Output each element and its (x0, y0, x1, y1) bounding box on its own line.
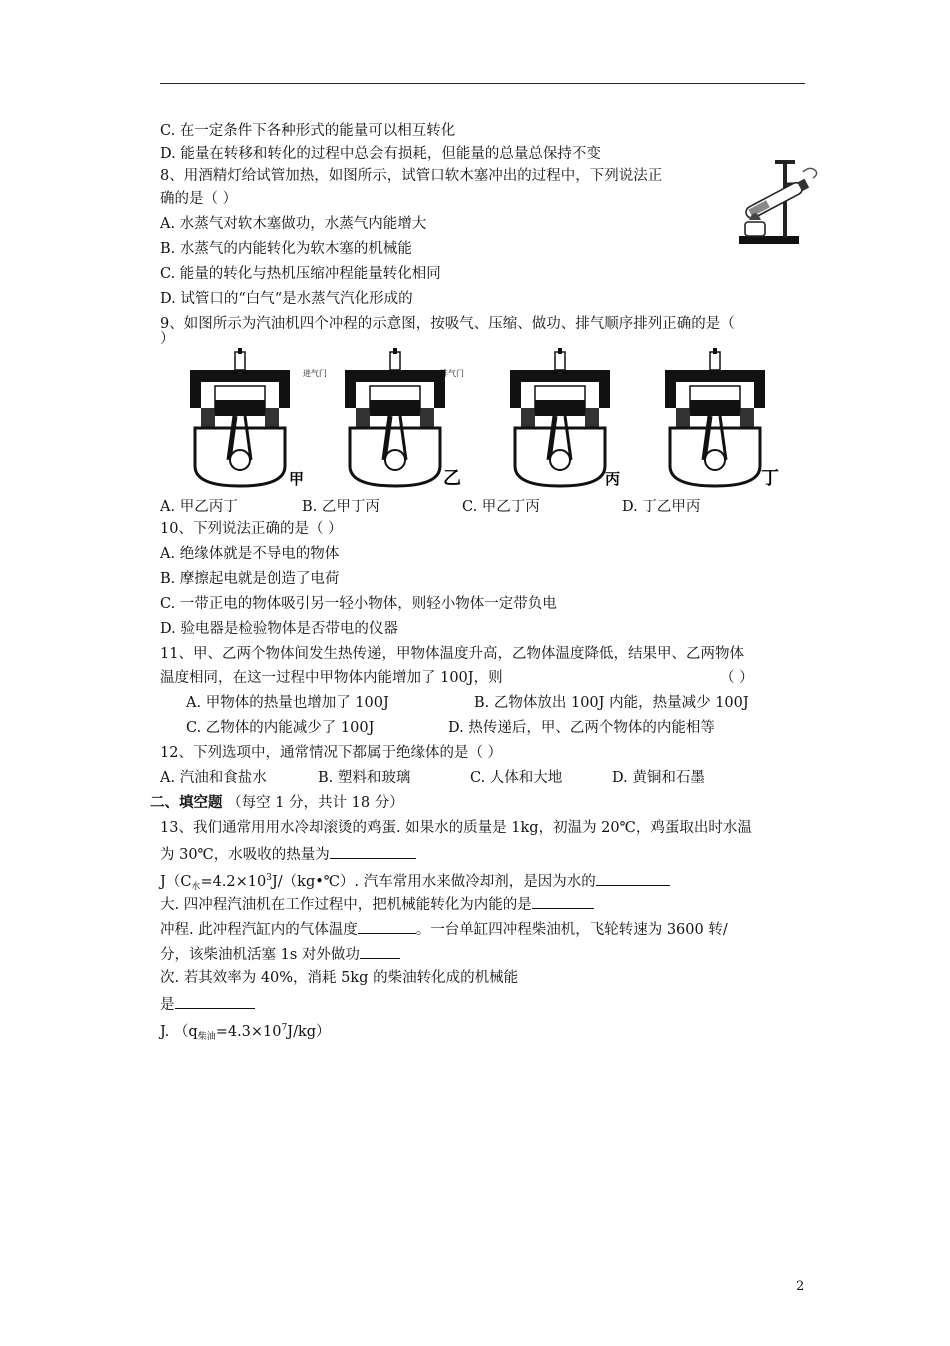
question-12: 12、下列选项中，通常情况下都属于绝缘体的是（ ） (160, 745, 503, 761)
header-rule (160, 83, 805, 84)
option-d: D. 黄铜和石墨 (612, 770, 705, 786)
answer-blank (596, 871, 670, 886)
option-d: D. 试管口的“白气“是水蒸气汽化形成的 (160, 291, 413, 307)
text-line (160, 869, 670, 896)
option-b: B. 摩擦起电就是创造了电荷 (160, 571, 340, 587)
text-segment: 冲程. 此冲程汽缸内的气体温度 (160, 922, 358, 938)
text-line (160, 919, 728, 939)
superscript: 7 (281, 1023, 288, 1033)
subscript: 柴油 (197, 1032, 216, 1042)
answer-bracket: （ ） (720, 670, 754, 686)
text-line: 温度相同，在这一过程中甲物体内能增加了 100J，则 (160, 670, 503, 686)
text-segment: 为 30℃，水吸收的热量为 (160, 847, 330, 863)
label-jia: 甲 (289, 470, 305, 488)
text-line: ） (160, 331, 175, 347)
text-segment: 大. 四冲程汽油机在工作过程中，把机械能转化为内能的是 (160, 897, 532, 913)
text-segment: J（C (160, 874, 192, 890)
answer-blank (175, 994, 255, 1009)
option-a: A. 甲乙丙丁 (160, 499, 238, 515)
text-segment: 分，该柴油机活塞 1s 对外做功 (160, 947, 360, 963)
answer-blank (360, 944, 400, 959)
text-segment: J/kg） (287, 1024, 331, 1040)
option-c: C. 人体和大地 (470, 770, 563, 786)
question-10: 10、下列说法正确的是（ ） (160, 521, 343, 537)
text-segment: =4.3×10 (215, 1024, 282, 1040)
text-line: 确的是（ ） (160, 191, 238, 207)
option-c: C. 甲乙丁丙 (462, 499, 540, 515)
text-line (160, 1019, 331, 1046)
option-a: A. 甲物体的热量也增加了 100J (186, 695, 389, 711)
option-c: C. 能量的转化与热机压缩冲程能量转化相同 (160, 266, 441, 282)
text-line: 次. 若其效率为 40%，消耗 5kg 的柴油转化成的机械能 (160, 970, 519, 986)
option-a: A. 绝缘体就是不导电的物体 (160, 546, 340, 562)
text-segment: J. （q (160, 1024, 198, 1040)
text-segment: 。一台单缸四冲程柴油机，飞轮转速为 3600 转/ (415, 922, 728, 938)
answer-blank (330, 844, 416, 859)
question-11: 11、甲、乙两个物体间发生热传递，甲物体温度升高，乙物体温度降低，结果甲、乙两物体 (160, 646, 744, 662)
section-note: （每空 1 分，共计 18 分） (227, 795, 404, 811)
label-ding: 丁 (761, 468, 779, 488)
option-b: B. 塑料和玻璃 (318, 770, 411, 786)
text-segment: J/（kg•℃）. 汽车常用水来做冷却剂，是因为水的 (271, 874, 596, 890)
option-c: C. 乙物体的内能减少了 100J (186, 720, 375, 736)
option-a: A. 汽油和食盐水 (160, 770, 267, 786)
option-d: D. 热传递后，甲、乙两个物体的内能相等 (448, 720, 715, 736)
option-a: A. 水蒸气对软木塞做功，水蒸气内能增大 (160, 216, 427, 232)
option-b: B. 乙物体放出 100J 内能，热量减少 100J (474, 695, 749, 711)
text-line (160, 994, 255, 1014)
section-title: 二、填空题 (150, 794, 223, 811)
text-line: D. 能量在转移和转化的过程中总会有损耗，但能量的总量总保持不变 (160, 146, 601, 162)
label-exhaust-valve: 排气门 (440, 369, 464, 378)
option-b: B. 乙甲丁丙 (302, 499, 380, 515)
page-number: 2 (796, 1279, 805, 1294)
text-line (160, 894, 594, 914)
option-b: B. 水蒸气的内能转化为软木塞的机械能 (160, 241, 412, 257)
answer-blank (532, 894, 594, 909)
option-d: D. 验电器是检验物体是否带电的仪器 (160, 621, 398, 637)
label-inlet-valve: 进气门 (303, 369, 327, 378)
superscript: 3 (266, 873, 272, 883)
label-bing: 丙 (605, 470, 621, 488)
label-yi: 乙 (443, 468, 461, 488)
question-13: 13、我们通常用用水冷却滚烫的鸡蛋. 如果水的质量是 1kg，初温为 20℃，鸡蛋取出时水温 (160, 820, 752, 836)
answer-blank (358, 919, 416, 934)
text-segment: =4.2×10 (200, 874, 267, 890)
question-9: 9、如图所示为汽油机四个冲程的示意图，按吸气、压缩、做功、排气顺序排列正确的是（ (160, 316, 735, 332)
text-line (160, 844, 416, 864)
option-c: C. 一带正电的物体吸引另一轻小物体，则轻小物体一定带负电 (160, 596, 557, 612)
subscript: 水 (191, 882, 201, 892)
section-heading (150, 794, 404, 812)
test-tube-apparatus-figure (735, 158, 820, 246)
text-line: C. 在一定条件下各种形式的能量可以相互转化 (160, 123, 456, 139)
option-d: D. 丁乙甲丙 (622, 499, 701, 515)
text-line (160, 944, 400, 964)
text-segment: 是 (160, 997, 175, 1013)
question-8: 8、用酒精灯给试管加热，如图所示，试管口软木塞冲出的过程中，下列说法正 (160, 168, 663, 184)
engine-strokes-figure (185, 348, 785, 488)
